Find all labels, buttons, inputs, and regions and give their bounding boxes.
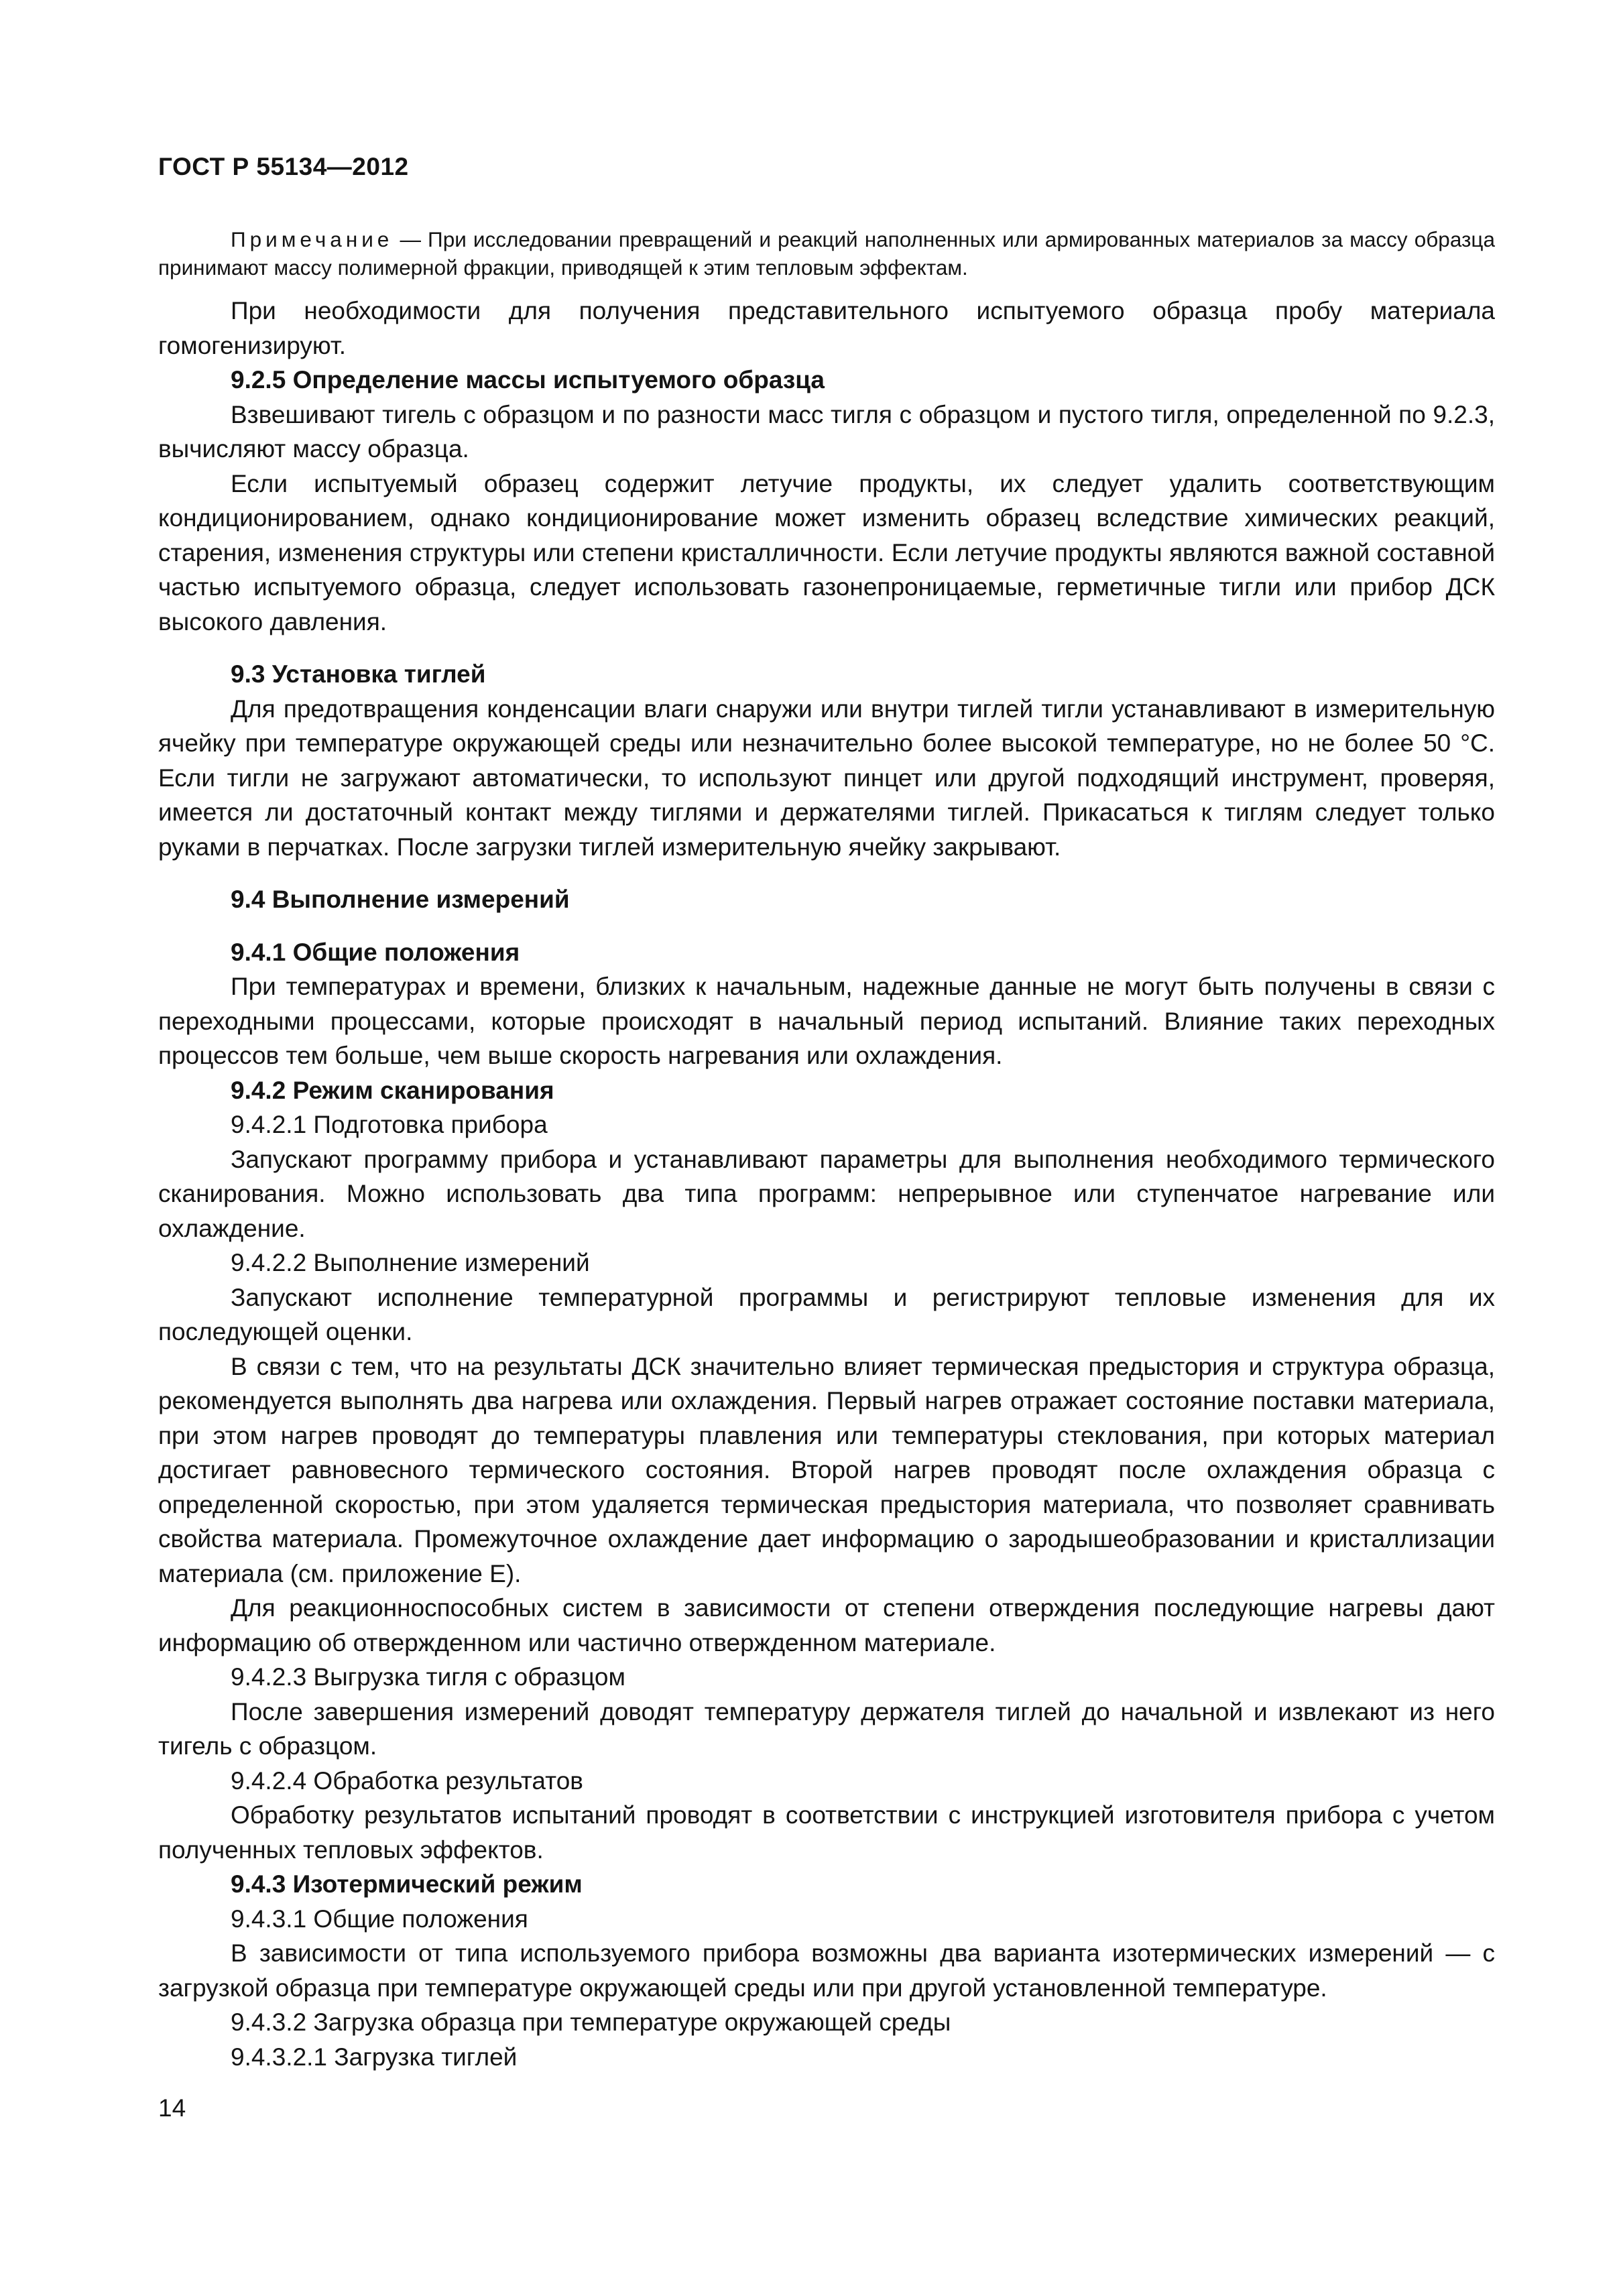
paragraph: После завершения измерений доводят температуру держателя тиглей до начальной и извлекают из него тигель с образцом. — [158, 1697, 1495, 1760]
page-content — [158, 225, 1495, 2074]
paragraph: При температурах и времени, близких к начальным, надежные данные не могут быть получены в связи с переходными процессами, которые происходят в начальный период испытаний. Влияние таких переходных процессов тем больше, чем выше скорость нагревания или охлаждения. — [158, 973, 1495, 1069]
paragraph: В зависимости от типа используемого прибора возможны два варианта изотермических измерений — с загрузкой образца при температуре окружающей среды или при другой установленной температуре. — [158, 1939, 1495, 2002]
paragraph: Обработку результатов испытаний проводят в соответствии с инструкцией изготовителя прибора с учетом полученных тепловых эффектов. — [158, 1801, 1495, 1864]
subsection-heading-9-4-2-2: 9.4.2.2 Выполнение измерений — [231, 1249, 590, 1276]
section-heading-9-4-3: 9.4.3 Изотермический режим — [231, 1870, 583, 1898]
page-number: 14 — [158, 2094, 186, 2122]
section-heading-9-2-5: 9.2.5 Определение массы испытуемого образца — [231, 366, 825, 394]
subsection-heading-9-4-3-2: 9.4.3.2 Загрузка образца при температуре окружающей среды — [231, 2008, 951, 2036]
paragraph: Для реакционноспособных систем в зависимости от степени отверждения последующие нагревы дают информацию об отвержденном или частично отвержденном материале. — [158, 1594, 1495, 1656]
section-heading-9-4-2: 9.4.2 Режим сканирования — [231, 1076, 554, 1104]
note-text: — При исследовании превращений и реакций наполненных или армированных материалов за массу образца принимают массу полимерной фракции, приводящей к этим тепловым эффектам. — [158, 227, 1495, 280]
standard-header: ГОСТ Р 55134—2012 — [158, 153, 409, 180]
subsection-heading-9-4-2-4: 9.4.2.4 Обработка результатов — [231, 1766, 583, 1795]
paragraph: При необходимости для получения представительного испытуемого образца пробу материала гомогенизируют. — [158, 297, 1495, 359]
note — [158, 225, 1495, 282]
paragraph: Для предотвращения конденсации влаги снаружи или внутри тиглей тигли устанавливают в измерительную ячейку при температуре окружающей среды или незначительно более высокой температуре, но не более 50 °С. Если тигли не загружают автоматически, то используют пинцет или другой подходящий инструмент, проверяя, имеется ли достаточный контакт между тиглями и держателями тиглей. Прикасаться к тиглям следует только руками в перчатках. После загрузки тиглей измерительную ячейку закрывают. — [158, 694, 1495, 861]
paragraph: Если испытуемый образец содержит летучие продукты, их следует удалить соответствующим кондиционированием, однако кондиционирование может изменить образец вследствие химических реакций, старения, изменения структуры или степени кристалличности. Если летучие продукты являются важной составной частью испытуемого образца, следует использовать газонепроницаемые, герметичные тигли или прибор ДСК высокого давления. — [158, 469, 1495, 636]
subsection-heading-9-4-2-1: 9.4.2.1 Подготовка прибора — [231, 1111, 548, 1138]
note-label: Примечание — [231, 227, 394, 251]
paragraph: Запускают программу прибора и устанавливают параметры для выполнения необходимого термического сканирования. Можно использовать два типа программ: непрерывное или ступенчатое нагревание или охлаждение. — [158, 1145, 1495, 1242]
subsection-heading-9-4-3-1: 9.4.3.1 Общие положения — [231, 1905, 528, 1933]
paragraph: В связи с тем, что на результаты ДСК значительно влияет термическая предыстория и структура образца, рекомендуется выполнять два нагрева или охлаждения. Первый нагрев отражает состояние поставки материала, при этом нагрев проводят до температуры плавления или температуры стеклования, при которых материал достигает равновесного термического состояния. Второй нагрев проводят после охлаждения образца с определенной скоростью, при этом удаляется термическая предыстория материала, что позволяет сравнивать свойства материала. Промежуточное охлаждение дает информацию о зародышеобразовании и кристаллизации материала (см. приложение Е). — [158, 1352, 1495, 1587]
section-heading-9-4: 9.4 Выполнение измерений — [231, 886, 570, 913]
paragraph: Запускают исполнение температурной программы и регистрируют тепловые изменения для их последующей оценки. — [158, 1283, 1495, 1345]
section-heading-9-3: 9.3 Установка тиглей — [231, 660, 486, 688]
paragraph: Взвешивают тигель с образцом и по разности масс тигля с образцом и пустого тигля, определенной по 9.2.3, вычисляют массу образца. — [158, 400, 1495, 463]
section-heading-9-4-1: 9.4.1 Общие положения — [231, 938, 520, 966]
subsection-heading-9-4-2-3: 9.4.2.3 Выгрузка тигля с образцом — [231, 1663, 625, 1691]
subsection-heading-9-4-3-2-1: 9.4.3.2.1 Загрузка тиглей — [231, 2043, 518, 2071]
